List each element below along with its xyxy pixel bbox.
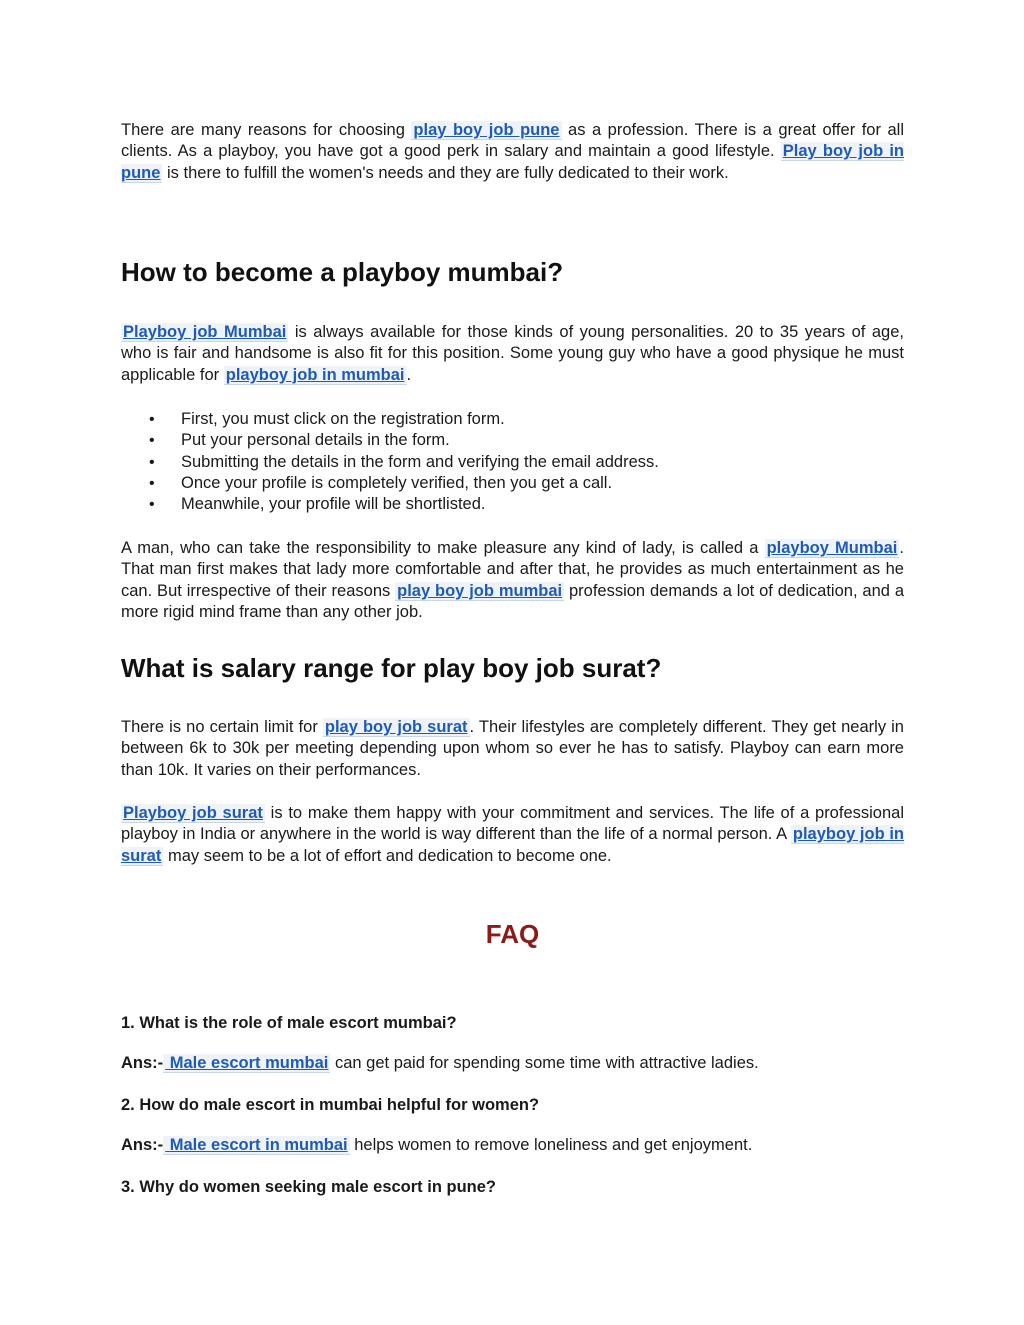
section1-p1-text-2: . (406, 365, 412, 384)
link-male-escort-mumbai[interactable]: Male escort mumbai (165, 1054, 329, 1072)
section1-p2-text-2: . That man first makes that lady more comfortable and after that, he provides as much entertainment as he can. But irrespective of their reasons (121, 539, 904, 600)
link-play-boy-job-mumbai[interactable]: play boy job mumbai (397, 581, 563, 600)
link-playboy-mumbai[interactable]: playboy Mumbai (766, 539, 898, 557)
faq-answer-2 (121, 1135, 904, 1156)
section2-p2-text-1: is to make them happy with your commitment and services. The life of a professional playboy in India or anywhere in the world is way different than the life of a normal person. A (121, 804, 904, 844)
section2-p1-text-1: There is no certain limit for (121, 718, 323, 736)
section1-p1-text-1: is always available for those kinds of young personalities. 20 to 35 years of age, who is fair and handsome is also fit for this position. Some young guy who have a good physique he must applicable for (121, 323, 904, 384)
intro-text-3: is there to fulfill the women's needs and they are fully dedicated to their work. (162, 163, 729, 182)
section2-p2-text-2: may seem to be a lot of effort and dedication to become one. (163, 846, 612, 865)
link-playboy-job-in-mumbai[interactable]: playboy job in mumbai (225, 365, 405, 384)
intro-text-2: as a profession. There is a great offer for all clients. As a playboy, you have got a good perk in salary and maintain a good lifestyle. (121, 121, 904, 161)
link-play-boy-job-in-pune[interactable]: Play boy job in pune (121, 142, 904, 182)
list-item: • Once your profile is completely verified, then you get a call. (121, 473, 904, 494)
faq-question-3: 3. Why do women seeking male escort in pune? (121, 1178, 496, 1196)
section1-paragraph-2 (121, 538, 904, 623)
section1-paragraph-1 (121, 322, 904, 386)
link-male-escort-in-mumbai[interactable]: Male escort in mumbai (165, 1136, 348, 1154)
intro-text-1: There are many reasons for choosing (121, 121, 412, 139)
faq-title: FAQ (485, 919, 540, 949)
section1-p2-text-3: profession demands a lot of dedication, and a more rigid mind frame than any other job. (121, 581, 904, 621)
answer-1-text: can get paid for spending some time with attractive ladies. (330, 1054, 759, 1072)
answer-label: Ans:- (121, 1054, 164, 1072)
faq-answer-1 (121, 1053, 904, 1074)
intro-paragraph (121, 120, 904, 184)
link-playboy-job-in-surat[interactable]: playboy job in surat (121, 825, 904, 865)
list-item: • Put your personal details in the form. (121, 430, 904, 451)
section2-paragraph-2 (121, 803, 904, 867)
link-play-boy-job-pune[interactable]: play boy job pune (413, 121, 560, 139)
answer-2-text: helps women to remove loneliness and get enjoyment. (349, 1136, 753, 1154)
answer-label: Ans:- (121, 1136, 164, 1154)
link-playboy-job-surat[interactable]: Playboy job surat (123, 804, 263, 822)
section1-p2-text-1: A man, who can take the responsibility to make pleasure any kind of lady, is called a (121, 539, 765, 557)
faq-question-1: 1. What is the role of male escort mumbai? (121, 1014, 457, 1032)
heading-salary-range: What is salary range for play boy job surat? (121, 653, 662, 683)
list-item: • First, you must click on the registration form. (121, 409, 904, 430)
steps-list (121, 409, 904, 515)
list-item: • Submitting the details in the form and verifying the email address. (121, 452, 904, 473)
list-item: • Meanwhile, your profile will be shortlisted. (121, 494, 904, 515)
heading-become-playboy: How to become a playboy mumbai? (121, 257, 564, 287)
link-play-boy-job-surat[interactable]: play boy job surat (324, 718, 468, 736)
link-playboy-job-mumbai[interactable]: Playboy job Mumbai (123, 323, 287, 341)
section2-paragraph-1 (121, 717, 904, 781)
section2-p1-text-2: . Their lifestyles are completely different. They get nearly in between 6k to 30k per meeting depending upon whom so ever he has to satisfy. Playboy can earn more than 10k. It varies on their performances. (121, 718, 904, 779)
faq-question-2: 2. How do male escort in mumbai helpful for women? (121, 1096, 540, 1114)
